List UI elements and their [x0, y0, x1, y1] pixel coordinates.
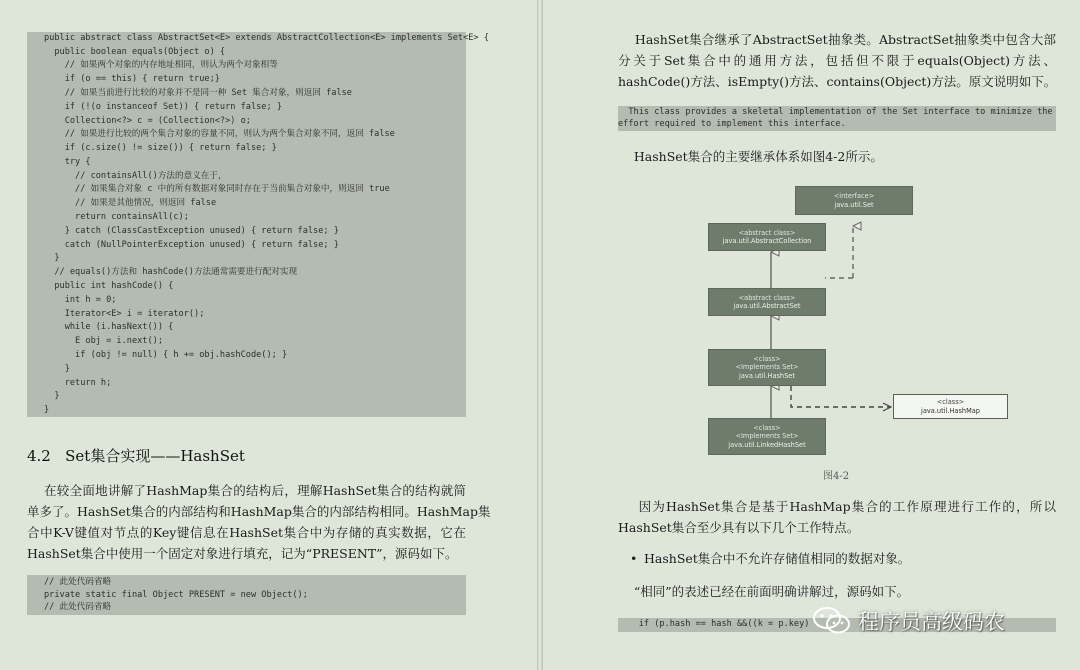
code-line: public boolean equals(Object o) {: [44, 47, 226, 57]
section-heading: 4.2 Set集合实现——HashSet: [27, 447, 245, 465]
uml-stereotype: <abstract class>: [738, 293, 796, 302]
code-line: // 如果是其他情况，则返回 false: [44, 198, 217, 208]
figure-caption: 图4-2: [823, 471, 850, 482]
uml-class-name: java.util.AbstractCollection: [722, 237, 812, 245]
paragraph-hashset-intro: [27, 481, 491, 565]
uml-node-hashmap: [893, 394, 1008, 419]
paragraph-line: HashSet集合继承了AbstractSet抽象类。AbstractSet抽象类中包含大部: [618, 32, 1056, 47]
code-line: if (p.hash == hash &&((k = p.key): [618, 619, 810, 629]
code-line: return containsAll(c);: [44, 212, 189, 222]
code-line: Iterator<E> i = iterator();: [44, 309, 205, 319]
code-line: int h = 0;: [44, 295, 117, 305]
paragraph-line: 在较全面地讲解了HashMap集合的结构后，理解HashSet集合的结构就简: [27, 483, 466, 498]
code-line: // equals()方法和 hashCode()方法通常需要进行配对实现: [44, 267, 298, 277]
uml-class-name: java.util.Set: [834, 200, 874, 209]
code-line: // 如果集合对象 c 中的所有数据对象同时存在于当前集合对象中，则返回 true: [44, 184, 390, 194]
bullet-item: [630, 549, 1044, 570]
quote-line: effort required to implement this interface.: [618, 119, 846, 129]
paragraph-line: 合中K-V键值对节点的Key键信息在HashSet集合中为存储的真实数据，它在: [27, 525, 466, 540]
wechat-icon: [812, 606, 852, 636]
paragraph-line: HashSet集合的主要继承体系如图4-2所示。: [618, 149, 883, 164]
bullet-text: HashSet集合中不允许存储值相同的数据对象。: [644, 551, 911, 566]
paragraph-line: hashCode()方法、isEmpty()方法、contains(Object)方法。原文说明如下。: [618, 74, 1057, 89]
code-line: if (!(o instanceof Set)) { return false; }: [44, 102, 282, 112]
code-line: if (obj != null) { h += obj.hashCode(); }: [44, 350, 288, 360]
uml-stereotype: <class>: [753, 423, 781, 432]
uml-class-name: java.util.HashSet: [739, 371, 795, 380]
dependency-hashmap: [791, 386, 891, 407]
code-line: // 此处代码省略: [44, 577, 112, 587]
code-line: // 此处代码省略: [44, 602, 112, 612]
bullet-dot: •: [630, 551, 638, 566]
code-line: // 如果两个对象的内存地址相同，则认为两个对象相等: [44, 60, 278, 70]
paragraph-abstractset: [618, 30, 1056, 93]
paragraph-line: “相同”的表述已经在前面明确讲解过，源码如下。: [618, 584, 910, 599]
code-line: // 如果当前进行比较的对象并不是同一种 Set 集合对象，则返回 false: [44, 88, 352, 98]
code-block-abstract-set: [27, 32, 489, 417]
quote-block: [618, 106, 1056, 131]
code-line: catch (NullPointerException unused) { return false; }: [44, 240, 339, 250]
code-line: }: [44, 364, 70, 374]
uml-node-abstract-collection: [708, 223, 826, 251]
watermark-text: 程序员高级码农: [858, 610, 1005, 634]
code-line: Collection<?> c = (Collection<?>) o;: [44, 116, 251, 126]
code-line: E obj = i.next();: [44, 336, 163, 346]
code-block-present: [27, 575, 466, 615]
uml-class-name: java.util.LinkedHashSet: [728, 440, 806, 449]
uml-implements: <Implements Set>: [735, 363, 799, 372]
uml-stereotype: <interface>: [833, 192, 875, 201]
code-line: if (o == this) { return true;}: [44, 74, 220, 84]
code-line: try {: [44, 157, 91, 167]
code-line: // 如果进行比较的两个集合对象的容量不同，则认为两个集合对象不同，返回 false: [44, 129, 395, 139]
uml-class-name: java.util.AbstractSet: [733, 302, 801, 310]
paragraph-line: HashSet集合中使用一个固定对象进行填充，记为“PRESENT”，源码如下。: [27, 546, 458, 561]
uml-class-name: java.util.HashMap: [921, 406, 980, 415]
paragraph-hashset-features: [618, 497, 1056, 539]
uml-node-hashset: [708, 349, 826, 386]
paragraph-line: 因为HashSet集合是基于HashMap集合的工作原理进行工作的，所以: [618, 499, 1056, 514]
code-line: public int hashCode() {: [44, 281, 174, 291]
code-line: while (i.hasNext()) {: [44, 322, 174, 332]
code-line: } catch (ClassCastException unused) { return false; }: [44, 226, 339, 236]
code-line: }: [44, 253, 60, 263]
uml-node-linked-hashset: [708, 418, 826, 455]
code-line: // containsAll()方法的意义在于，: [44, 171, 227, 181]
uml-stereotype: <abstract class>: [738, 228, 796, 237]
paragraph-line: 分关于Set集合中的通用方法，包括但不限于equals(Object)方法、: [618, 53, 1056, 68]
uml-node-abstract-set: [708, 288, 826, 316]
paragraph-line: HashSet集合至少具有以下几个工作特点。: [618, 520, 860, 535]
left-page: [0, 0, 537, 670]
watermark: [812, 606, 1005, 636]
uml-stereotype: <class>: [936, 398, 965, 407]
paragraph-line: 单多了。HashSet集合的内部结构和HashMap集合的内部结构相同。HashMap集: [27, 504, 491, 519]
code-line: return h;: [44, 378, 112, 388]
uml-node-set: [795, 186, 913, 215]
code-line: }: [44, 405, 50, 415]
quote-line: This class provides a skeletal implementation of the Set interface to minimize the: [618, 107, 1053, 117]
uml-implements: <Implements Set>: [735, 432, 799, 441]
code-line: if (c.size() != size()) { return false; }: [44, 143, 277, 153]
code-line: public abstract class AbstractSet<E> extends AbstractCollection<E> implements Set<E> {: [44, 33, 489, 43]
code-line: }: [44, 391, 60, 401]
paragraph-figure-ref: [618, 147, 1056, 168]
code-line: private static final Object PRESENT = new Object();: [44, 590, 308, 600]
right-page: [543, 0, 1080, 670]
paragraph-same-definition: [618, 582, 1056, 603]
uml-stereotype: <class>: [753, 354, 781, 363]
